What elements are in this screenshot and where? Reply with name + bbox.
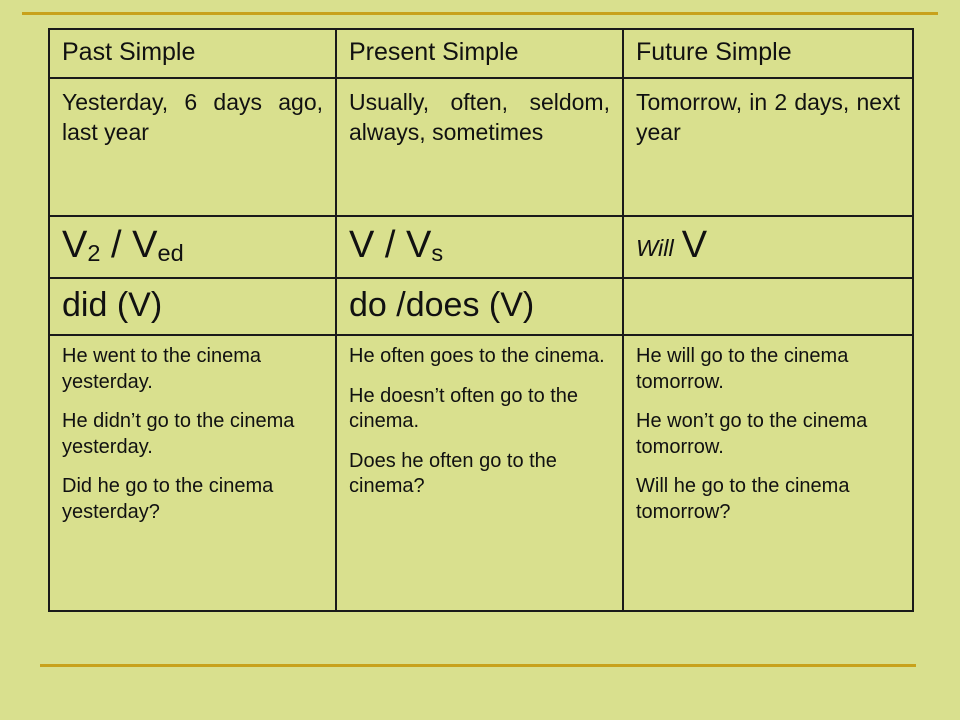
tense-comparison-table (48, 28, 914, 612)
top-divider (22, 12, 938, 15)
formula-present-simple (336, 216, 623, 278)
table-row-headers (49, 29, 913, 78)
formula-past-rest-sub: ed (157, 239, 184, 266)
formula-future-simple (623, 216, 913, 278)
markers-future-simple: Tomorrow, in 2 days, next year (623, 78, 913, 216)
auxiliary-past-simple: did (V) (49, 278, 336, 335)
example-negative: He doesn’t often go to the cinema. (349, 384, 579, 433)
table-row-examples (49, 335, 913, 611)
example-question: Does he often go to the cinema? (349, 449, 557, 498)
formula-present-sub: s (431, 239, 444, 266)
formula-past-main: V (62, 223, 88, 266)
table-row-time-markers (49, 78, 913, 216)
example-negative: He didn’t go to the cinema yesterday. (62, 410, 295, 458)
example-question: Did he go to the cinema yesterday? (62, 475, 274, 523)
auxiliary-present-simple: do /does (V) (336, 278, 623, 335)
formula-future-prefix: Will (636, 235, 674, 262)
table-row-auxiliaries (49, 278, 913, 335)
markers-present-simple: Usually, often, seldom, always, sometimes (336, 78, 623, 216)
formula-present-main: V / V (349, 223, 432, 266)
table-row-formulas (49, 216, 913, 278)
examples-past-simple (49, 335, 336, 611)
markers-past-simple: Yesterday, 6 days ago, last year (49, 78, 336, 216)
example-question: Will he go to the cinema tomorrow? (636, 475, 850, 523)
formula-future-main: V (681, 223, 708, 266)
bottom-divider (40, 664, 916, 667)
formula-past-simple (49, 216, 336, 278)
auxiliary-future-simple (623, 278, 913, 335)
example-negative: He won’t go to the cinema tomorrow. (636, 410, 868, 458)
formula-past-sub: 2 (87, 239, 101, 266)
examples-future-simple (623, 335, 913, 611)
example-affirmative: He went to the cinema yesterday. (62, 344, 261, 393)
header-present-simple: Present Simple (336, 29, 623, 78)
formula-past-rest: / V (100, 223, 158, 266)
header-past-simple: Past Simple (49, 29, 336, 78)
examples-present-simple (336, 335, 623, 611)
example-affirmative: He will go to the cinema tomorrow. (636, 344, 849, 393)
example-affirmative: He often goes to the cinema. (349, 344, 605, 367)
header-future-simple: Future Simple (623, 29, 913, 78)
